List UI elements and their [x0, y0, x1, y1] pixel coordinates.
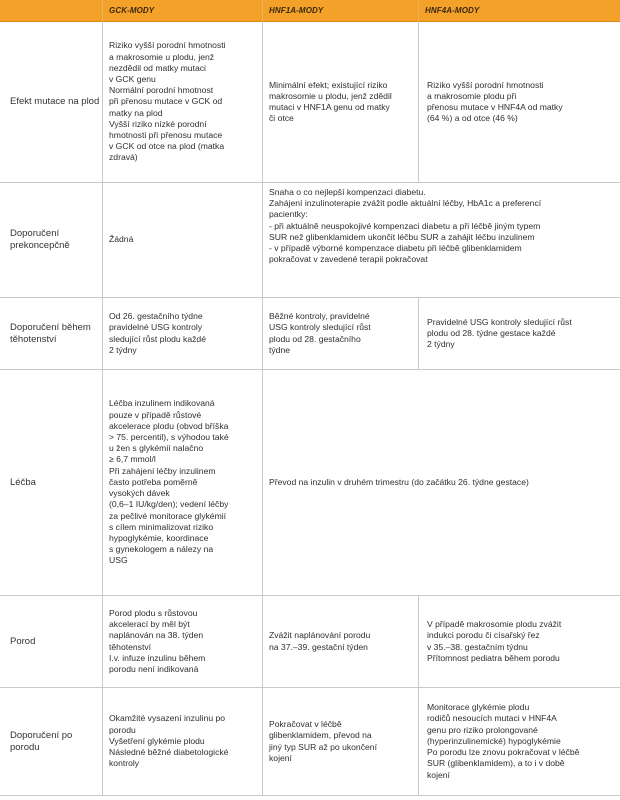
cell-hnf-combined — [262, 370, 620, 595]
cell-gck — [102, 596, 262, 687]
cell-gck-text: Léčba inzulinem indikovaná pouze v případě růstové akcelerace plodu (obvod bříška > 75. percentil), s výhodou také u žen s glykémií nalačno ≥ 6,7 mmol/l Při zahájení léčby inzulinem často potřeba poměrně vysokých dávek (0,6–1 IU/kg/den); vedení léčby za pečlivé monitorace glykémií s cílem minimalizovat riziko hypoglykémie, koordinace s gynekologem a nálezy na USG — [109, 398, 229, 566]
row-label-text: Doporučení po porodu — [10, 729, 73, 753]
header-hnf4a-mody: HNF4A-MODY — [418, 0, 620, 22]
cell-hnf1a-text: Pokračovat v léčbě glibenklamidem, převod na jiný typ SUR až po ukončení kojení — [269, 719, 377, 763]
table-header — [0, 0, 620, 22]
row-label — [0, 183, 102, 297]
cell-hnf4a-text: Pravidelné USG kontroly sledující růst plodu od 28. týdne gestace každé 2 týdny — [427, 316, 572, 350]
cell-gck — [102, 370, 262, 595]
row-label — [0, 22, 102, 182]
cell-gck — [102, 22, 262, 182]
cell-hnf1a — [262, 298, 418, 369]
row-prekoncepcne — [0, 183, 620, 298]
row-lecba — [0, 370, 620, 596]
cell-gck-text: Žádná — [109, 234, 134, 245]
cell-hnf4a — [418, 22, 620, 182]
cell-hnf-combined — [262, 183, 620, 297]
row-po-porodu — [0, 688, 620, 796]
cell-hnf-combined-text: Převod na inzulin v druhém trimestru (do začátku 26. týdne gestace) — [269, 476, 529, 487]
header-hnf1a-mody: HNF1A-MODY — [262, 0, 418, 22]
cell-gck-text: Porod plodu s růstovou akcelerací by měl být naplánován na 38. týden těhotenství I.v. infuze inzulinu během porodu není indikovaná — [109, 607, 206, 674]
cell-gck — [102, 688, 262, 795]
cell-hnf4a-text: V případě makrosomie plodu zvážit indukci porodu či císařský řez v 35.–38. gestačním týdnu Přítomnost pediatra během porodu — [427, 619, 562, 663]
cell-hnf4a — [418, 688, 620, 795]
row-label-text: Léčba — [10, 476, 36, 488]
cell-hnf1a — [262, 596, 418, 687]
row-label-text: Doporučení během těhotenství — [10, 321, 91, 345]
row-efekt-mutace — [0, 22, 620, 183]
row-porod — [0, 596, 620, 688]
cell-hnf1a — [262, 688, 418, 795]
cell-hnf4a-text: Riziko vyšší porodní hmotnosti a makrosomie plodu při přenosu mutace v HNF4A od matky (64 %) a od otce (46 %) — [427, 79, 563, 124]
row-label — [0, 688, 102, 795]
row-label — [0, 596, 102, 687]
row-label — [0, 298, 102, 369]
cell-hnf1a — [262, 22, 418, 182]
cell-gck-text: Od 26. gestačního týdne pravidelné USG kontroly sledující růst plodu každé 2 týdny — [109, 311, 206, 355]
row-label-text: Efekt mutace na plod — [10, 96, 100, 107]
cell-hnf-combined-text: Snaha o co nejlepší kompenzaci diabetu. Zahájení inzulinoterapie zvážit podle aktuální léčby, HbA1c a preferencí pacientky: - při aktuálně neuspokojivé kompenzaci diabetu a při léčbě jiným typem SUR než glibenklamidem ukončit léčbu SUR a zahájit léčbu inzulinem - v případě výborné kompenzace diabetu při léčbě glibenklamidem pokračovat v zavedené terapii pokračovat — [269, 187, 542, 265]
cell-hnf1a-text: Běžné kontroly, pravidelné USG kontroly sledující růst plodu od 28. gestačního týdne — [269, 311, 371, 355]
cell-hnf4a-text: Monitorace glykémie plodu rodičů nesoucích mutaci v HNF4A genu pro riziko prolongované (hyperinzulinemické) hypoglykémie Po porodu lze znovu pokračovat v léčbě SUR (glibenklamidem), a to i v době kojení — [427, 702, 580, 780]
cell-hnf1a-text: Minimální efekt; existující riziko makrosomie u plodu, jenž zdědil mutaci v HNF1A genu od matky či otce — [269, 79, 392, 124]
header-gck-mody: GCK-MODY — [102, 0, 262, 22]
row-label-text: Porod — [10, 635, 36, 647]
cell-gck — [102, 298, 262, 369]
cell-gck-text: Riziko vyšší porodní hmotnosti a makrosomie u plodu, jenž nezdědil od matky mutaci v GCK genu Normální porodní hmotnost při přenosu mutace v GCK od matky na plod Vyšší riziko nízké porodní hmotnosti při přenosu mutace v GCK od otce na plod (matka zdravá) — [109, 40, 226, 163]
cell-gck — [102, 183, 262, 297]
cell-hnf4a — [418, 298, 620, 369]
row-tehotenstvi — [0, 298, 620, 370]
cell-hnf1a-text: Zvážit naplánování porodu na 37.–39. gestační týden — [269, 630, 371, 652]
row-label-text: Doporučení prekoncepčně — [10, 228, 70, 251]
cell-hnf4a — [418, 596, 620, 687]
row-label — [0, 370, 102, 595]
cell-gck-text: Okamžité vysazení inzulinu po porodu Vyšetření glykémie plodu Následné běžné diabetologické kontroly — [109, 713, 229, 769]
